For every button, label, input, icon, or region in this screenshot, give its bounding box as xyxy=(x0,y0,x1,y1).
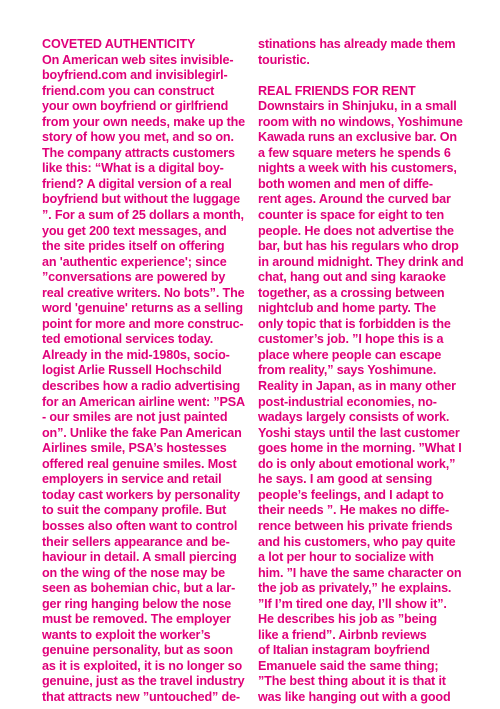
text-line: nights a week with his customers, xyxy=(258,161,457,176)
text-line: their needs ”. He makes no diffe- xyxy=(258,503,450,518)
text-line: boyfriend.com and invisiblegirl- xyxy=(42,68,228,83)
text-line: and his customers, who pay quite xyxy=(258,534,456,549)
right-text-column xyxy=(258,37,473,706)
continued-paragraph xyxy=(258,37,473,68)
text-line: real creative writers. No bots”. The xyxy=(42,285,245,300)
text-line: ger ring hanging below the nose xyxy=(42,596,232,611)
text-line: describes how a radio advertising xyxy=(42,379,241,394)
text-line: The company attracts customers xyxy=(42,145,235,160)
text-line: rence between his private friends xyxy=(258,518,453,533)
text-line: people’s feelings, and I adapt to xyxy=(258,487,444,502)
text-line: you get 200 text messages, and xyxy=(42,223,227,238)
text-line: their sellers appearance and be- xyxy=(42,534,230,549)
text-line: Downstairs in Shinjuku, in a small xyxy=(258,99,457,114)
text-line: wants to exploit the worker’s xyxy=(42,627,211,642)
text-line: word 'genuine' returns as a selling xyxy=(42,301,243,316)
section-gap xyxy=(258,68,473,84)
section-real-friends-for-rent xyxy=(258,84,473,706)
text-line: place where people can escape xyxy=(258,347,442,362)
text-line: ”conversations are powered by xyxy=(42,270,226,285)
text-line: only topic that is forbidden is the xyxy=(258,316,451,331)
text-line: both women and men of diffe- xyxy=(258,176,433,191)
text-line: stinations has already made them xyxy=(258,37,456,51)
text-line: boyfriend but without the luggage xyxy=(42,192,240,207)
left-text-column xyxy=(42,37,257,706)
text-line: from reality,” says Yoshimune. xyxy=(258,363,437,378)
text-line: employers in service and retail xyxy=(42,472,222,487)
text-line: together, as a crossing between xyxy=(258,285,445,300)
text-line: touristic. xyxy=(258,52,310,67)
section-heading-coveted-authenticity: COVETED AUTHENTICITY xyxy=(42,37,196,51)
text-line: nightclub and home party. The xyxy=(258,301,437,316)
text-line: bar, but has his regulars who drop xyxy=(258,239,459,254)
text-line: On American web sites invisible- xyxy=(42,52,234,67)
text-line: that attracts new ”untouched” de- xyxy=(42,689,240,704)
text-line: the site prides itself on offering xyxy=(42,239,225,254)
text-line: logist Arlie Russell Hochschild xyxy=(42,363,222,378)
text-line: like a friend”. Airbnb reviews xyxy=(258,627,427,642)
text-line: rent ages. Around the curved bar xyxy=(258,192,451,207)
text-line: genuine personality, but as soon xyxy=(42,643,233,658)
text-line: do is only about emotional work,” xyxy=(258,456,456,471)
text-line: chat, hang out and sing karaoke xyxy=(258,270,446,285)
text-line: on the wing of the nose may be xyxy=(42,565,226,580)
text-line: on”. Unlike the fake Pan American xyxy=(42,425,242,440)
text-line: today cast workers by personality xyxy=(42,487,241,502)
text-line: an 'authentic experience'; since xyxy=(42,254,227,269)
text-line: genuine, just as the travel industry xyxy=(42,674,245,689)
text-line: like this: “What is a digital boy- xyxy=(42,161,224,176)
text-line: must be removed. The employer xyxy=(42,612,231,627)
text-line: counter is space for eight to ten xyxy=(258,208,445,223)
text-line: was like hanging out with a good xyxy=(258,689,451,704)
text-line: in around midnight. They drink and xyxy=(258,254,464,269)
text-line: Already in the mid-1980s, socio- xyxy=(42,347,230,362)
text-line: ”The best thing about it is that it xyxy=(258,674,446,689)
text-line: room with no windows, Yoshimune xyxy=(258,114,463,129)
text-line: of Italian instagram boyfriend xyxy=(258,643,430,658)
text-line: people. He does not advertise the xyxy=(258,223,454,238)
text-line: him. ”I have the same character on xyxy=(258,565,462,580)
text-line: bosses also often want to control xyxy=(42,518,238,533)
text-line: a lot per hour to socialize with xyxy=(258,550,434,565)
text-line: as it is exploited, it is no longer so xyxy=(42,658,243,673)
text-line: story of how you met, and so on. xyxy=(42,130,234,145)
text-line: haviour in detail. A small piercing xyxy=(42,550,237,565)
text-line: wadays largely consists of work. xyxy=(258,410,450,425)
text-line: goes home in the morning. ”What I xyxy=(258,441,462,456)
text-line: friend? A digital version of a real xyxy=(42,176,232,191)
section-heading-real-friends-for-rent: REAL FRIENDS FOR RENT xyxy=(258,83,416,98)
text-line: Reality in Japan, as in many other xyxy=(258,379,456,394)
text-line: your own boyfriend or girlfriend xyxy=(42,99,229,114)
text-line: Airlines smile, PSA’s hostesses xyxy=(42,441,227,456)
text-line: from your own needs, make up the xyxy=(42,114,246,129)
text-line: to suit the company profile. But xyxy=(42,503,227,518)
text-line: seen as bohemian chic, but a lar- xyxy=(42,581,236,596)
text-line: ”. For a sum of 25 dollars a month, xyxy=(42,208,244,223)
text-line: ”If I’m tired one day, I’ll show it”. xyxy=(258,596,447,611)
text-line: customer’s job. ”I hope this is a xyxy=(258,332,444,347)
text-line: the job as privately,” he explains. xyxy=(258,581,452,596)
text-line: offered real genuine smiles. Most xyxy=(42,456,237,471)
text-line: Emanuele said the same thing; xyxy=(258,658,439,673)
text-line: - our smiles are not just painted xyxy=(42,410,228,425)
text-line: post-industrial economies, no- xyxy=(258,394,437,409)
text-line: Yoshi stays until the last customer xyxy=(258,425,460,440)
text-line: point for more and more construc- xyxy=(42,316,244,331)
text-line: a few square meters he spends 6 xyxy=(258,145,451,160)
text-line: Kawada runs an exclusive bar. On xyxy=(258,130,457,145)
text-line: ted emotional services today. xyxy=(42,332,214,347)
text-line: friend.com you can construct xyxy=(42,83,215,98)
text-line: He describes his job as ”being xyxy=(258,612,437,627)
text-line: for an American airline went: ”PSA xyxy=(42,394,245,409)
text-line: he says. I am good at sensing xyxy=(258,472,433,487)
